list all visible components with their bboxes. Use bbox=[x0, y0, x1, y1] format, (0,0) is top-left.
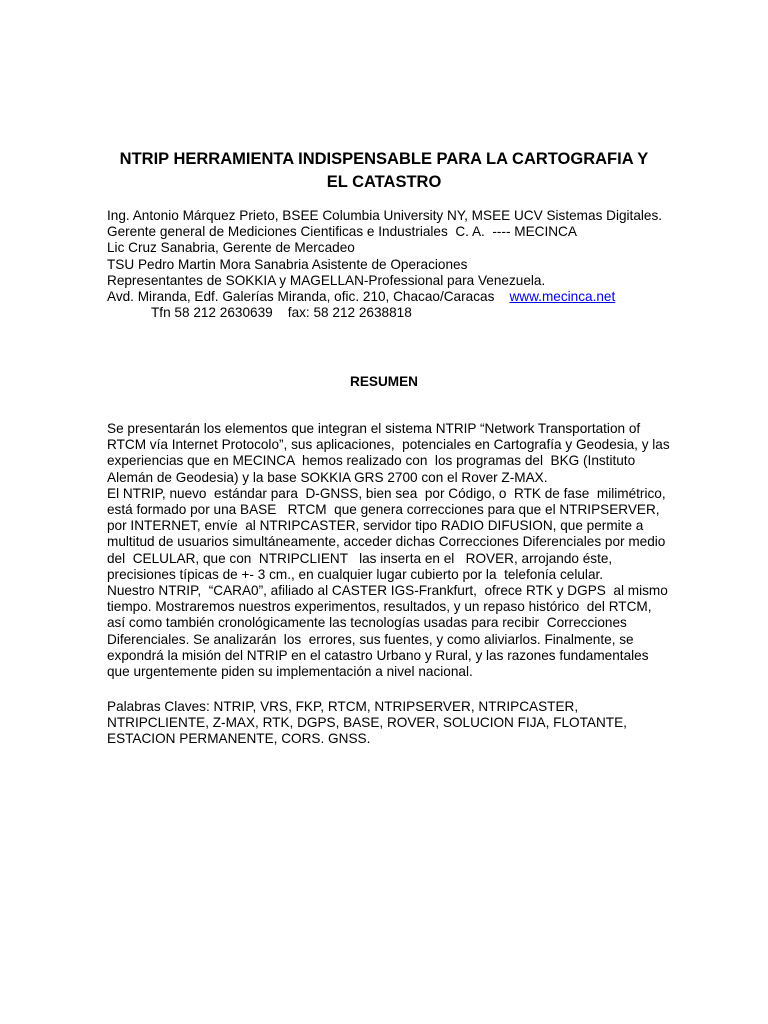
author-block bbox=[107, 208, 727, 321]
abstract-line: por INTERNET, envíe al NTRIPCASTER, servidor tipo RADIO DIFUSION, que permite a bbox=[107, 518, 644, 534]
website-link[interactable]: www.mecinca.net bbox=[509, 289, 616, 305]
abstract-line: que urgentemente piden su implementación a nivel nacional. bbox=[107, 664, 473, 680]
phone-line: Tfn 58 212 2630639 fax: 58 212 2638818 bbox=[151, 305, 412, 321]
author-line-1: Ing. Antonio Márquez Prieto, BSEE Columbia University NY, MSEE UCV Sistemas Digitales. bbox=[107, 208, 663, 223]
abstract-line: precisiones típicas de +- 3 cm., en cualquier lugar cubierto por la telefonía celular. bbox=[107, 566, 604, 582]
abstract-line: RTCM vía Internet Protocolo”, sus aplicaciones, potenciales en Cartografía y Geodesia, y las bbox=[107, 437, 670, 453]
abstract-line: Diferenciales. Se analizarán los errores, sus fuentes, y como aliviarlos. Finalmente, se bbox=[107, 631, 634, 647]
keywords-line: Palabras Claves: NTRIP, VRS, FKP, RTCM, NTRIPSERVER, NTRIPCASTER, bbox=[107, 699, 579, 714]
abstract-body bbox=[107, 421, 727, 680]
resumen-heading: RESUMEN bbox=[350, 374, 418, 389]
abstract-line: expondrá la misión del NTRIP en el catastro Urbano y Rural, y las razones fundamentales bbox=[107, 647, 649, 663]
keywords-block bbox=[107, 699, 727, 748]
title-line-1: NTRIP HERRAMIENTA INDISPENSABLE PARA LA CARTOGRAFIA Y bbox=[119, 150, 649, 168]
keywords-line: ESTACION PERMANENTE, CORS. GNSS. bbox=[107, 731, 371, 747]
abstract-line: Nuestro NTRIP, “CARA0”, afiliado al CASTER IGS-Frankfurt, ofrece RTK y DGPS al mismo bbox=[107, 583, 668, 599]
abstract-line: Se presentarán los elementos que integran el sistema NTRIP “Network Transportation of bbox=[107, 421, 641, 436]
abstract-line: del CELULAR, que con NTRIPCLIENT las inserta en el ROVER, arrojando éste, bbox=[107, 550, 613, 566]
address-line bbox=[107, 289, 727, 305]
abstract-line: así como también cronológicamente las tecnologías usadas para recibir Correcciones bbox=[107, 615, 627, 631]
author-line-5: Representantes de SOKKIA y MAGELLAN-Professional para Venezuela. bbox=[107, 272, 546, 288]
abstract-line: está formado por una BASE RTCM que genera correcciones para que el NTRIPSERVER, bbox=[107, 502, 660, 518]
abstract-line: El NTRIP, nuevo estándar para D-GNSS, bien sea por Código, o RTK de fase milimétrico, bbox=[107, 485, 666, 501]
author-line-4: TSU Pedro Martin Mora Sanabria Asistente de Operaciones bbox=[107, 256, 468, 272]
abstract-line: multitud de usuarios simultáneamente, acceder dichas Correcciones Diferenciales por medio bbox=[107, 534, 666, 550]
author-line-3: Lic Cruz Sanabria, Gerente de Mercadeo bbox=[107, 240, 355, 256]
keywords-line: NTRIPCLIENTE, Z-MAX, RTK, DGPS, BASE, ROVER, SOLUCION FIJA, FLOTANTE, bbox=[107, 715, 627, 731]
document-title bbox=[100, 148, 668, 194]
abstract-line: Alemán de Geodesia) y la base SOKKIA GRS 2700 con el Rover Z-MAX. bbox=[107, 469, 548, 485]
address-text: Avd. Miranda, Edf. Galerías Miranda, ofic. 210, Chacao/Caracas bbox=[107, 289, 510, 305]
title-line-2: EL CATASTRO bbox=[326, 173, 442, 191]
author-line-2: Gerente general de Mediciones Cientificas e Industriales C. A. ---- MECINCA bbox=[107, 224, 577, 240]
abstract-line: experiencias que en MECINCA hemos realizado con los programas del BKG (Instituto bbox=[107, 453, 636, 469]
abstract-line: tiempo. Mostraremos nuestros experimentos, resultados, y un repaso histórico del RTCM, bbox=[107, 599, 652, 615]
